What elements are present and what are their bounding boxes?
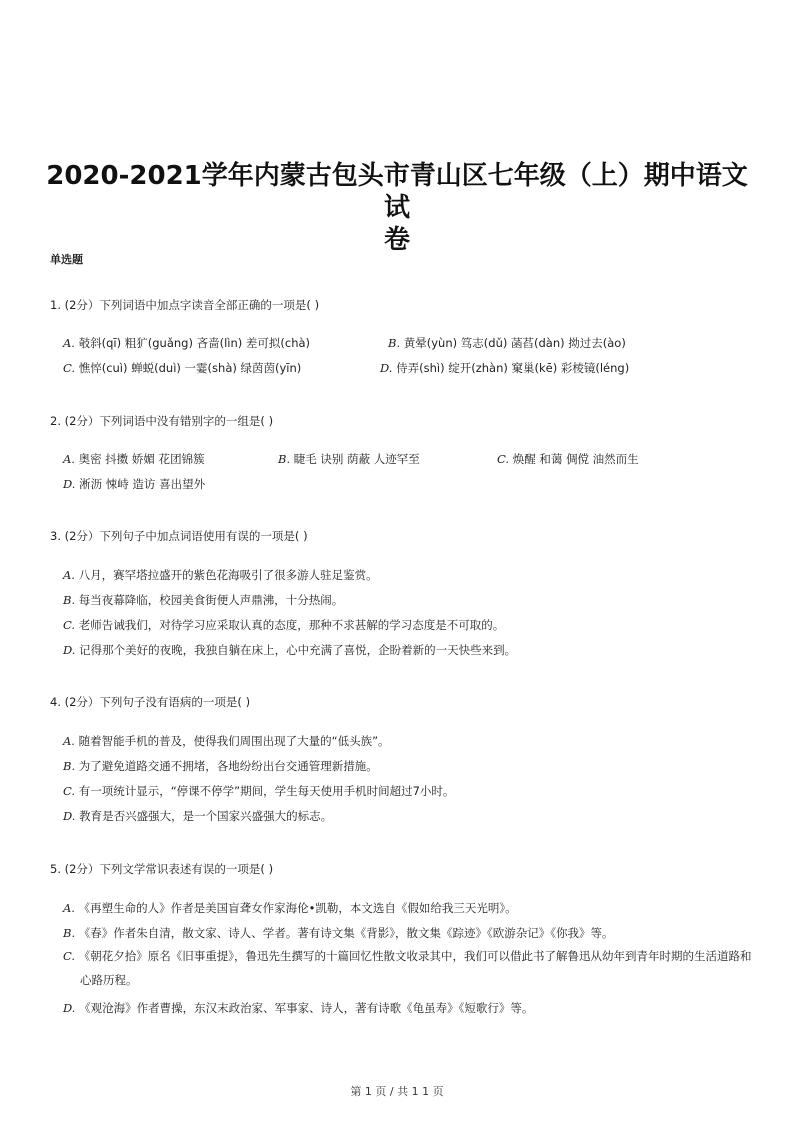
question-1 <box>50 297 750 375</box>
option-c <box>63 783 454 799</box>
option-label: A. <box>63 336 75 350</box>
option-text: 《朝花夕拾》原名《旧事重提》，鲁迅先生撰写的十篇回忆性散文收录其中，我们可以借此书了解鲁迅从幼年到青年时期的生活道路和心路历程。 <box>78 949 752 987</box>
option-c <box>63 944 756 992</box>
option-b <box>63 925 614 941</box>
option-label: A. <box>63 901 75 915</box>
option-d <box>63 642 516 658</box>
question-stem: 5. (2分）下列文学常识表述有误的一项是( ) <box>50 862 274 876</box>
option-c <box>63 360 301 376</box>
option-label: C. <box>63 361 76 375</box>
option-label: A. <box>63 568 75 582</box>
option-d <box>63 476 205 492</box>
option-label: D. <box>63 809 76 823</box>
option-text: 教育是否兴盛强大，是一个国家兴盛强大的标志。 <box>79 809 333 823</box>
option-label: C. <box>63 784 76 798</box>
option-label: A. <box>63 734 75 748</box>
option-d <box>63 808 332 824</box>
option-c <box>63 617 504 633</box>
option-text: 为了避免道路交通不拥堵，各地纷纷出台交通管理新措施。 <box>78 759 378 773</box>
option-text: 《春》作者朱自清，散文家、诗人、学者。著有诗文集《背影》，散文集《踪迹》《欧游杂记》《你我》等。 <box>78 926 614 940</box>
option-label: D. <box>63 477 76 491</box>
option-text: 憔悴(cuì) 蝉蜕(duì) 一霎(shà) 绿茵茵(yīn) <box>78 361 302 375</box>
option-b <box>63 758 378 774</box>
option-label: B. <box>63 926 76 940</box>
option-d <box>380 360 629 376</box>
option-text: 记得那个美好的夜晚，我独自躺在床上，心中充满了喜悦，企盼着新的一天快些来到。 <box>79 643 517 657</box>
option-text: 有一项统计显示，“停课不停学”期间，学生每天使用手机时间超过7小时。 <box>78 784 455 798</box>
option-text: 攲斜(qī) 粗犷(guǎng) 吝啬(lìn) 差可拟(chà) <box>78 336 311 350</box>
option-text: 黄晕(yùn) 笃志(dǔ) 菡萏(dàn) 拗过去(ào) <box>403 336 626 350</box>
question-stem: 1. (2分）下列词语中加点字读音全部正确的一项是( ) <box>50 298 320 312</box>
option-label: B. <box>63 759 76 773</box>
option-text: 每当夜幕降临，校园美食街便人声鼎沸，十分热闹。 <box>78 593 344 607</box>
option-text: 老师告诫我们，对待学习应采取认真的态度，那种不求甚解的学习态度是不可取的。 <box>78 618 505 632</box>
option-label: D. <box>63 643 76 657</box>
option-text: 奥密 抖擞 娇媚 花团锦簇 <box>78 452 205 466</box>
page-footer: 第 1 页 / 共 1 1 页 <box>350 1085 444 1098</box>
option-label: B. <box>278 452 291 466</box>
option-a <box>63 900 517 916</box>
option-label: B. <box>388 336 401 350</box>
option-text: 侍弄(shì) 绽开(zhàn) 窠巢(kē) 彩棱镜(léng) <box>396 361 630 375</box>
option-text: 《观沧海》作者曹操，东汉末政治家、军事家、诗人，著有诗歌《龟虽寿》《短歌行》等。 <box>79 1001 534 1015</box>
question-4 <box>50 694 750 823</box>
option-a <box>63 451 205 467</box>
option-b <box>63 592 343 608</box>
question-5 <box>50 861 752 1015</box>
option-text: 淅沥 悚峙 造访 喜出望外 <box>79 477 206 491</box>
option-label: D. <box>380 361 393 375</box>
option-b <box>388 335 626 351</box>
question-stem: 4. (2分）下列句子没有语病的一项是( ) <box>50 695 251 709</box>
option-b <box>278 451 420 467</box>
option-label: C. <box>63 949 76 963</box>
option-text: 睫毛 诀别 荫蔽 人迹罕至 <box>293 452 420 466</box>
option-text: 八月，赛罕塔拉盛开的紫色花海吸引了很多游人驻足鉴赏。 <box>78 568 378 582</box>
option-label: D. <box>63 1001 76 1015</box>
option-label: C. <box>63 618 76 632</box>
title-line-2: 卷 <box>383 225 410 255</box>
section-heading: 单选题 <box>50 253 83 266</box>
question-stem: 3. (2分）下列句子中加点词语使用有误的一项是( ) <box>50 529 308 543</box>
question-2 <box>50 413 750 491</box>
option-a <box>63 567 378 583</box>
title-line-1: 2020-2021学年内蒙古包头市青山区七年级（上）期中语文试 <box>46 161 748 223</box>
option-c <box>497 451 639 467</box>
option-label: A. <box>63 452 75 466</box>
document-title <box>40 160 754 256</box>
option-label: B. <box>63 593 76 607</box>
question-3 <box>50 528 750 657</box>
option-d <box>63 1000 533 1016</box>
option-text: 焕醒 和蔼 倜傥 油然而生 <box>512 452 639 466</box>
option-a <box>63 733 390 749</box>
option-label: C. <box>497 452 510 466</box>
option-text: 《再塑生命的人》作者是美国盲聋女作家海伦•凯勒，本文选自《假如给我三天光明》。 <box>78 901 517 915</box>
question-stem: 2. (2分）下列词语中没有错别字的一组是( ) <box>50 414 274 428</box>
option-text: 随着智能手机的普及，使得我们周围出现了大量的“低头族”。 <box>78 734 390 748</box>
option-a <box>63 335 310 351</box>
